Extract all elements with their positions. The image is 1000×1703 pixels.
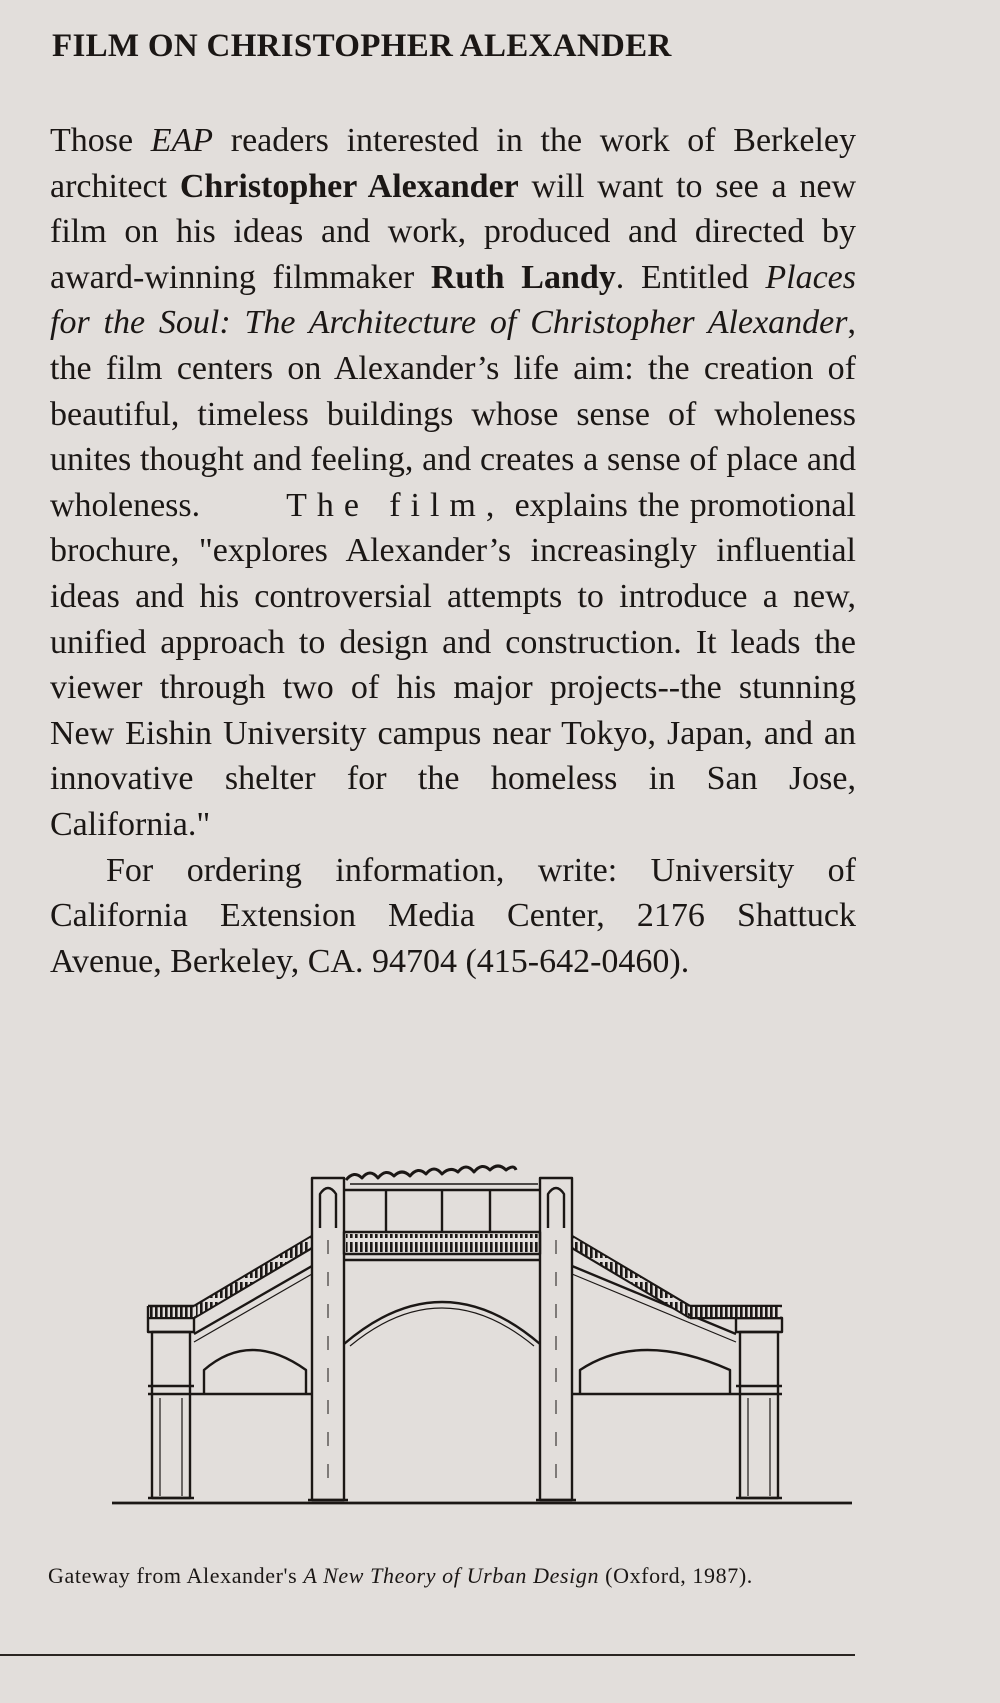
article-paragraph-1: Those EAP readers interested in the work of Berkeley architect Christopher Alexander will want to see a new film on his ideas and work, produced and directed by award-winning filmmaker Ruth Landy. Entitled Places for the Soul: The Architecture of Christopher Alexander, the film centers on Alexander’s life aim: the creation of beautiful, timeless buildings whose sense of wholeness unites thought and feeling, and creates a sense of place and wholeness. The film, explains the promotional brochure, "explores Alexander’s increasingly influential ideas and his controversial attempts to introduce a new, unified approach to design and construction. It leads the viewer through two of his major projects--the stunning New Eishin University campus near Tokyo, Japan, and an innovative shelter for the homeless in San Jose, California." (50, 122, 857, 843)
spaced-text: The film, (286, 486, 505, 524)
film-title: Places for the Soul: The Architecture of Christopher Alexander (50, 258, 856, 342)
figure-caption: Gateway from Alexander's A New Theory of Urban Design (Oxford, 1987). (48, 1563, 753, 1588)
book-title: A New Theory of Urban Design (303, 1563, 600, 1588)
architect-name: Christopher Alexander (179, 167, 519, 205)
gateway-drawing-icon (100, 1120, 860, 1525)
bottom-divider (0, 1654, 855, 1656)
article-paragraph-2: For ordering information, write: University of California Extension Media Center, 2176 Shattuck Avenue, Berkeley, CA. 94704 (415-642-0460). (50, 851, 856, 980)
journal-name: EAP (150, 122, 214, 159)
filmmaker-name: Ruth Landy (430, 258, 616, 296)
article-title: FILM ON CHRISTOPHER ALEXANDER (52, 28, 672, 64)
article-body (50, 118, 856, 984)
